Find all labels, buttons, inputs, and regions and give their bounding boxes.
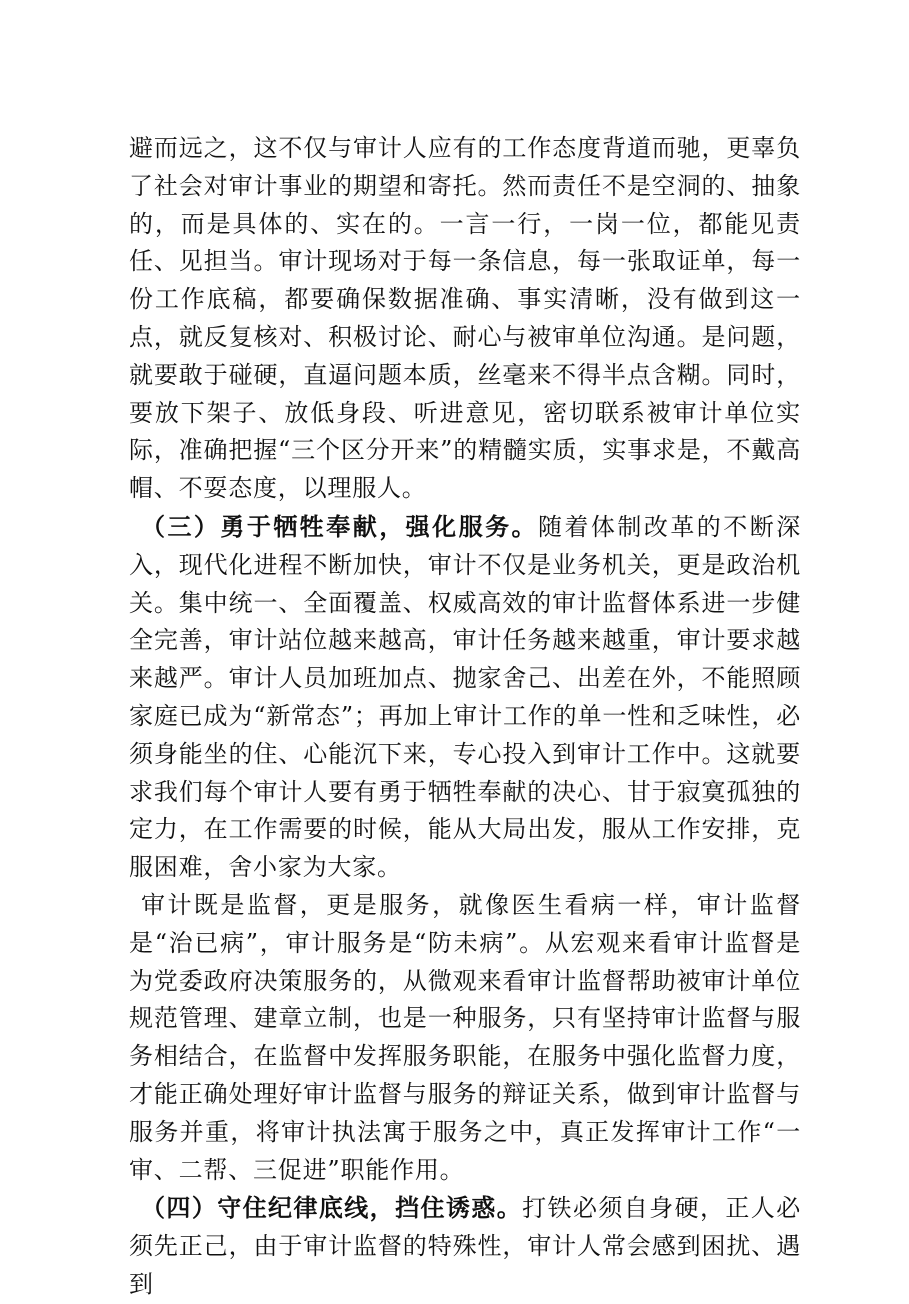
paragraph-service [129,887,801,1189]
paragraph-text: 打铁必须自身硬，正人必须先正己，由于审计监督的特殊性，审计人常会感到困扰、遇到 [129,1194,801,1298]
section-heading-three: （三）勇于牺牲奉献，强化服务。 [141,511,538,541]
paragraph-text: 随着体制改革的不断深入，现代化进程不断加快，审计不仅是业务机关，更是政治机关。集中统一、全面覆盖、权威高效的审计监督体系进一步健全完善，审计站位越来越高，审计任务越来越重，审计要求越来越严。审计人员加班加点、抛家舍己、出差在外，不能照顾家庭已成为“新常态”；再加上审计工作的单一性和乏味性，必须身能坐的住、心能沉下来，专心投入到审计工作中。这就要求我们每个审计人要有勇于牺牲奉献的决心、甘于寂寞孤独的定力，在工作需要的时候，能从大局出发，服从工作安排，克服困难，舍小家为大家。 [129,512,801,882]
document-body [129,130,801,1304]
paragraph-text: 审计既是监督，更是服务，就像医生看病一样，审计监督是“治已病”，审计服务是“防未病”。从宏观来看审计监督是为党委政府决策服务的，从微观来看审计监督帮助被审计单位规范管理、建章立制，也是一种服务，只有坚持审计监督与服务相结合，在监督中发挥服务职能，在服务中强化监督力度，才能正确处理好审计监督与服务的辩证关系，做到审计监督与服务并重，将审计执法寓于服务之中，真正发挥审计工作“一审、二帮、三促进”职能作用。 [129,890,801,1184]
paragraph-discipline [129,1189,801,1303]
section-heading-four: （四）守住纪律底线，挡住诱惑。 [141,1193,523,1223]
paragraph-responsibility [129,130,801,508]
paragraph-text: 避而远之，这不仅与审计人应有的工作态度背道而驰，更辜负了社会对审计事业的期望和寄托。然而责任不是空洞的、抽象的，而是具体的、实在的。一言一行，一岗一位，都能见责任、见担当。审计现场对于每一条信息，每一张取证单，每一份工作底稿，都要确保数据准确、事实清晰，没有做到这一点，就反复核对、积极讨论、耐心与被审单位沟通。是问题，就要敢于碰硬，直逼问题本质，丝毫来不得半点含糊。同时，要放下架子、放低身段、听进意见，密切联系被审计单位实际，准确把握“三个区分开来”的精髓实质，实事求是，不戴高帽、不耍态度，以理服人。 [129,134,801,503]
paragraph-sacrifice [129,508,801,887]
